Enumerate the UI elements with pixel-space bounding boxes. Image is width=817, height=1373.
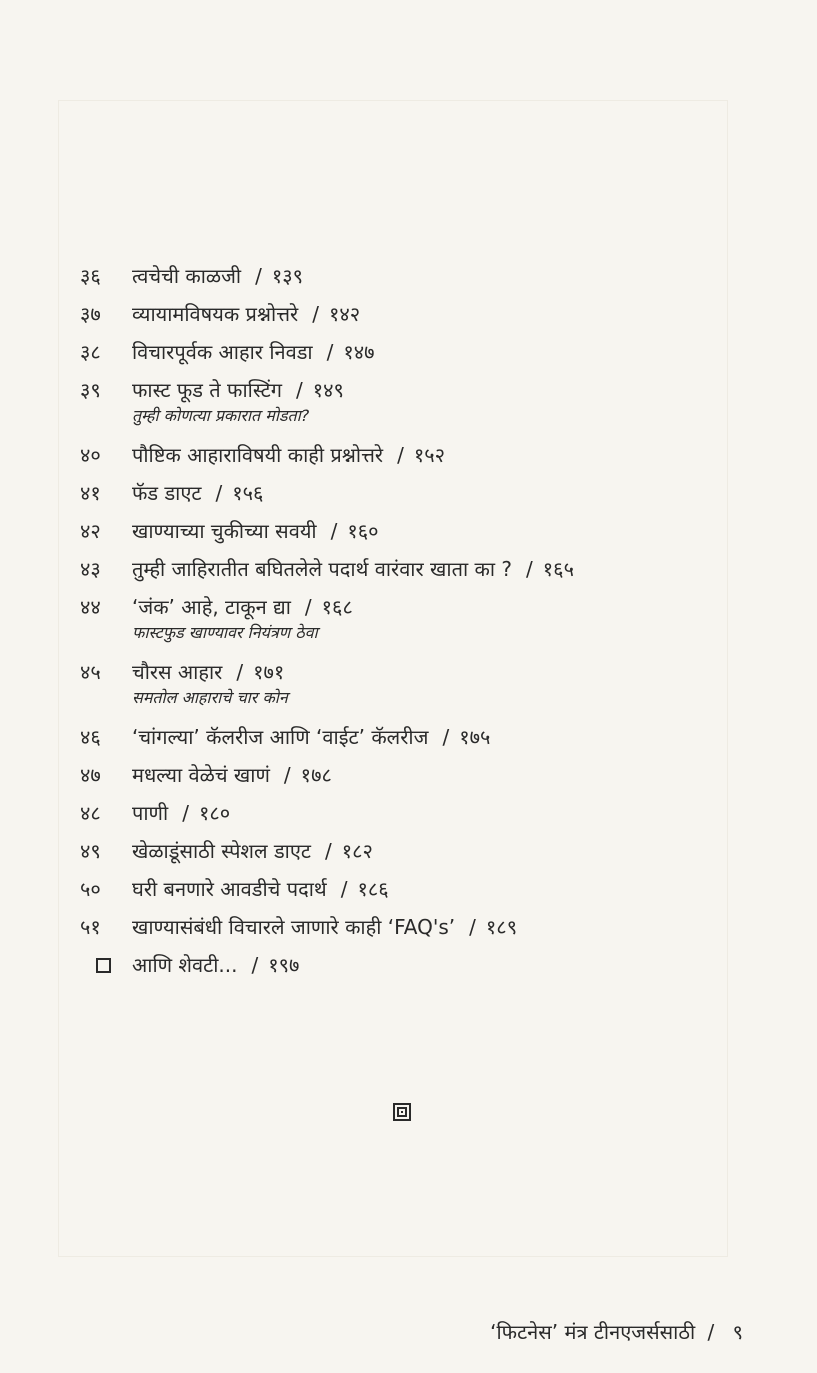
- toc-entry-title: खाण्यासंबंधी विचारले जाणारे काही ‘FAQ's’: [132, 915, 456, 939]
- toc-entry: [80, 761, 740, 799]
- table-of-contents: [80, 262, 740, 989]
- footer-page-number: ९: [732, 1320, 743, 1344]
- toc-entry-page: १८६: [357, 877, 389, 901]
- toc-entry-number: ४८: [80, 801, 101, 825]
- toc-separator: /: [312, 302, 319, 326]
- toc-entry: [80, 593, 740, 658]
- toc-entry-page: १७५: [459, 725, 491, 749]
- toc-entry-number: ४१: [80, 481, 101, 505]
- toc-entry: [80, 479, 740, 517]
- toc-entry-title: विचारपूर्वक आहार निवडा: [132, 340, 313, 364]
- toc-entry: [80, 875, 740, 913]
- page-footer: [490, 1318, 743, 1345]
- toc-entry: [80, 723, 740, 761]
- toc-entry-subtitle: समतोल आहाराचे चार कोन: [132, 688, 288, 707]
- toc-entry-title: फास्ट फूड ते फास्टिंग: [132, 378, 282, 402]
- toc-entry: [80, 837, 740, 875]
- toc-entry-title: ‘जंक’ आहे, टाकून द्या: [132, 595, 291, 619]
- toc-entry-title: व्यायामविषयक प्रश्नोत्तरे: [132, 302, 299, 326]
- toc-separator: /: [251, 953, 259, 977]
- toc-entry-title: घरी बनणारे आवडीचे पदार्थ: [132, 877, 327, 901]
- toc-entry-number: ४४: [80, 595, 101, 619]
- toc-entry-number: ४७: [80, 763, 101, 787]
- toc-entry-number: ५१: [80, 915, 101, 939]
- toc-entry: [80, 441, 740, 479]
- end-ornament-icon: [393, 1103, 411, 1121]
- toc-entry-title: पौष्टिक आहाराविषयी काही प्रश्नोत्तरे: [132, 443, 384, 467]
- toc-entry-title: पाणी: [132, 801, 169, 825]
- toc-entry-title: आणि शेवटी...: [132, 953, 238, 977]
- toc-entry-number: ४३: [80, 557, 101, 581]
- square-bullet-icon: [96, 958, 111, 973]
- toc-entry-page: १८०: [198, 801, 231, 825]
- toc-separator: /: [330, 519, 338, 543]
- toc-separator: /: [526, 557, 533, 581]
- toc-entry-page: १८९: [485, 915, 518, 939]
- toc-entry-page: १८२: [341, 839, 373, 863]
- toc-separator: /: [304, 595, 312, 619]
- toc-separator: /: [295, 378, 303, 402]
- toc-entry-page: १३९: [271, 264, 304, 288]
- toc-entry-title: मधल्या वेळेचं खाणं: [132, 763, 270, 787]
- toc-entry: [80, 555, 740, 593]
- toc-entry-number: ३७: [80, 302, 101, 326]
- toc-separator: /: [283, 763, 291, 787]
- toc-entry-title: त्वचेची काळजी: [132, 264, 242, 288]
- toc-entry-subtitle: फास्टफुड खाण्यावर नियंत्रण ठेवा: [132, 623, 318, 642]
- toc-entry-title: खाण्याच्या चुकीच्या सवयी: [132, 519, 317, 543]
- toc-entry: [80, 300, 740, 338]
- toc-entry: [80, 338, 740, 376]
- toc-separator: /: [397, 443, 404, 467]
- toc-entry-number: ४०: [80, 443, 101, 467]
- toc-entry: [80, 799, 740, 837]
- toc-entry-page: १७८: [300, 763, 332, 787]
- toc-entry-number: ५०: [80, 877, 101, 901]
- toc-entry-page: १५२: [413, 443, 446, 467]
- toc-entry: [80, 262, 740, 300]
- toc-entry-page: १४७: [343, 340, 375, 364]
- toc-entry-page: १६८: [321, 595, 353, 619]
- toc-entry-title: फॅड डाएट: [132, 481, 202, 505]
- toc-separator: /: [182, 801, 189, 825]
- toc-separator: /: [324, 839, 332, 863]
- toc-entry: [80, 913, 740, 951]
- toc-entry-page: १४९: [312, 378, 344, 402]
- toc-entry-final: [80, 951, 740, 989]
- toc-entry-number: ३६: [80, 264, 101, 288]
- toc-entry-page: १५६: [232, 481, 264, 505]
- toc-entry-title: तुम्ही जाहिरातीत बघितलेले पदार्थ वारंवार खाता का ?: [132, 557, 513, 581]
- footer-book-title: ‘फिटनेस’ मंत्र टीनएजर्ससाठी: [490, 1320, 696, 1344]
- toc-separator: /: [442, 725, 450, 749]
- toc-entry-page: १९७: [268, 953, 300, 977]
- footer-separator: /: [707, 1320, 715, 1344]
- toc-entry: [80, 658, 740, 723]
- toc-entry-number: ३९: [80, 378, 101, 402]
- toc-separator: /: [340, 877, 348, 901]
- toc-entry-page: १६५: [542, 557, 574, 581]
- toc-entry-title: चौरस आहार: [132, 660, 223, 684]
- toc-separator: /: [255, 264, 262, 288]
- toc-separator: /: [469, 915, 476, 939]
- toc-separator: /: [326, 340, 334, 364]
- toc-entry-number: ४२: [80, 519, 101, 543]
- toc-entry-number: ४५: [80, 660, 101, 684]
- toc-entry-page: १६०: [347, 519, 379, 543]
- toc-entry: [80, 517, 740, 555]
- toc-separator: /: [236, 660, 244, 684]
- toc-entry-page: १४२: [329, 302, 361, 326]
- toc-final-marker: [80, 951, 132, 979]
- toc-entry-page: १७१: [253, 660, 285, 684]
- toc-entry-number: ३८: [80, 340, 101, 364]
- toc-entry-title: ‘चांगल्या’ कॅलरीज आणि ‘वाईट’ कॅलरीज: [132, 725, 429, 749]
- toc-entry-number: ४९: [80, 839, 101, 863]
- toc-entry: [80, 376, 740, 441]
- toc-separator: /: [215, 481, 223, 505]
- toc-entry-title: खेळाडूंसाठी स्पेशल डाएट: [132, 839, 311, 863]
- toc-entry-subtitle: तुम्ही कोणत्या प्रकारात मोडता?: [132, 406, 310, 425]
- toc-entry-number: ४६: [80, 725, 101, 749]
